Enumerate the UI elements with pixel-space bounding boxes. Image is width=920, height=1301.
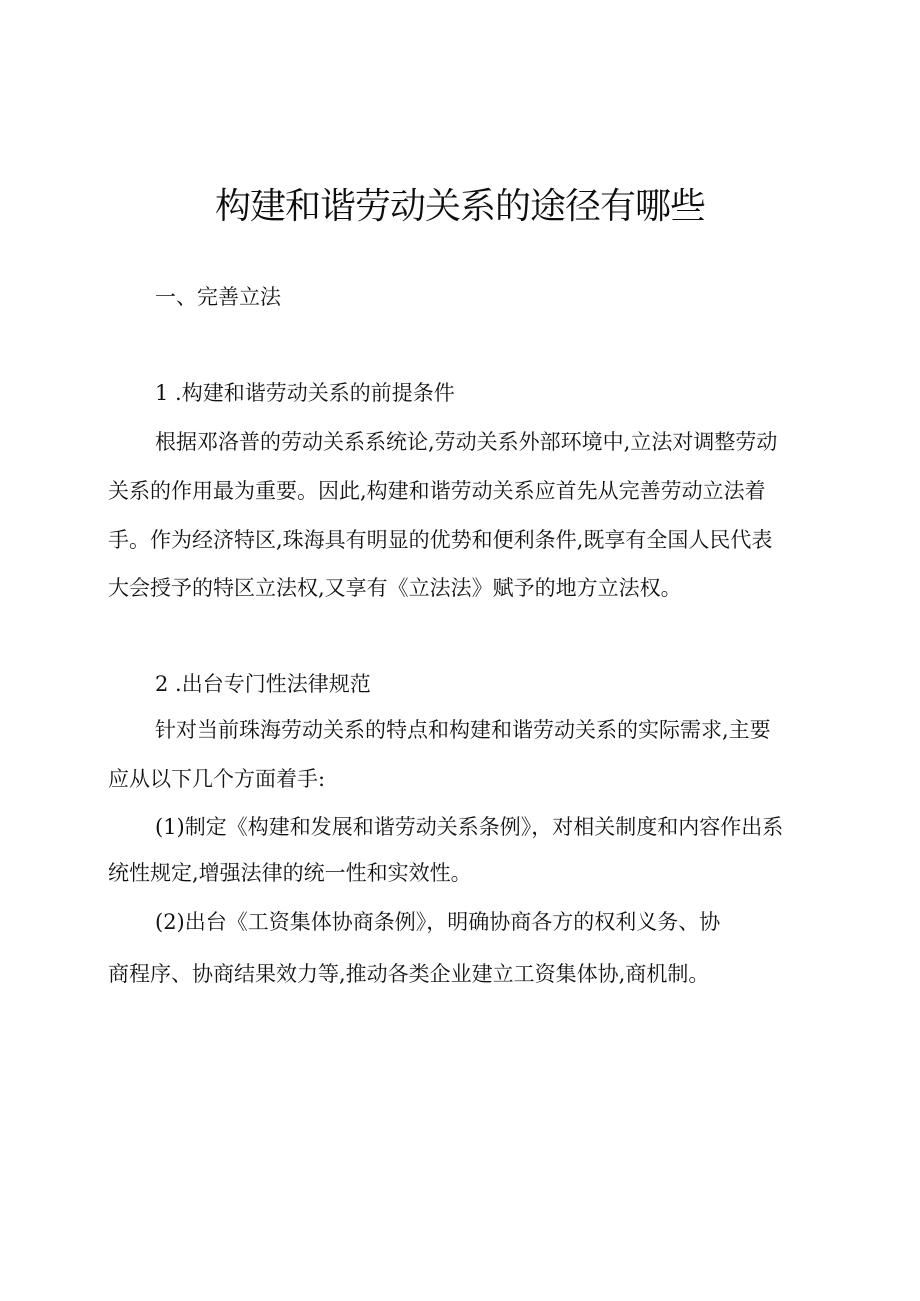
- paragraph-line: (1)制定《构建和发展和谐劳动关系条例》，对相关制度和内容作出系: [155, 815, 784, 839]
- paragraph-line: 大会授予的特区立法权,又享有《立法法》赋予的地方立法权。: [108, 576, 682, 600]
- paragraph-line: 商程序、协商结果效力等,推动各类企业建立工资集体协,商机制。: [108, 962, 710, 986]
- section-heading: 一、完善立法: [155, 285, 281, 309]
- subsection-2-heading: 2 .出台专门性法律规范: [155, 672, 371, 696]
- paragraph-line: 根据邓洛普的劳动关系系统论,劳动关系外部环境中,立法对调整劳动: [155, 430, 778, 454]
- subsection-1-heading: 1 .构建和谐劳动关系的前提条件: [155, 381, 455, 405]
- paragraph-line: 针对当前珠海劳动关系的特点和构建和谐劳动关系的实际需求,主要: [155, 718, 771, 742]
- paragraph-line: (2)出台《工资集体协商条例》，明确协商各方的权利义务、协: [155, 910, 721, 934]
- paragraph-line: 手。作为经济特区,珠海具有明显的优势和便利条件,既享有全国人民代表: [108, 528, 773, 552]
- document-title: 构建和谐劳动关系的途径有哪些: [214, 186, 705, 227]
- paragraph-line: 统性规定,增强法律的统一性和实效性。: [108, 861, 472, 885]
- paragraph-line: 应从以下几个方面着手:: [108, 767, 326, 791]
- paragraph-line: 关系的作用最为重要。因此,构建和谐劳动关系应首先从完善劳动立法着: [108, 479, 766, 503]
